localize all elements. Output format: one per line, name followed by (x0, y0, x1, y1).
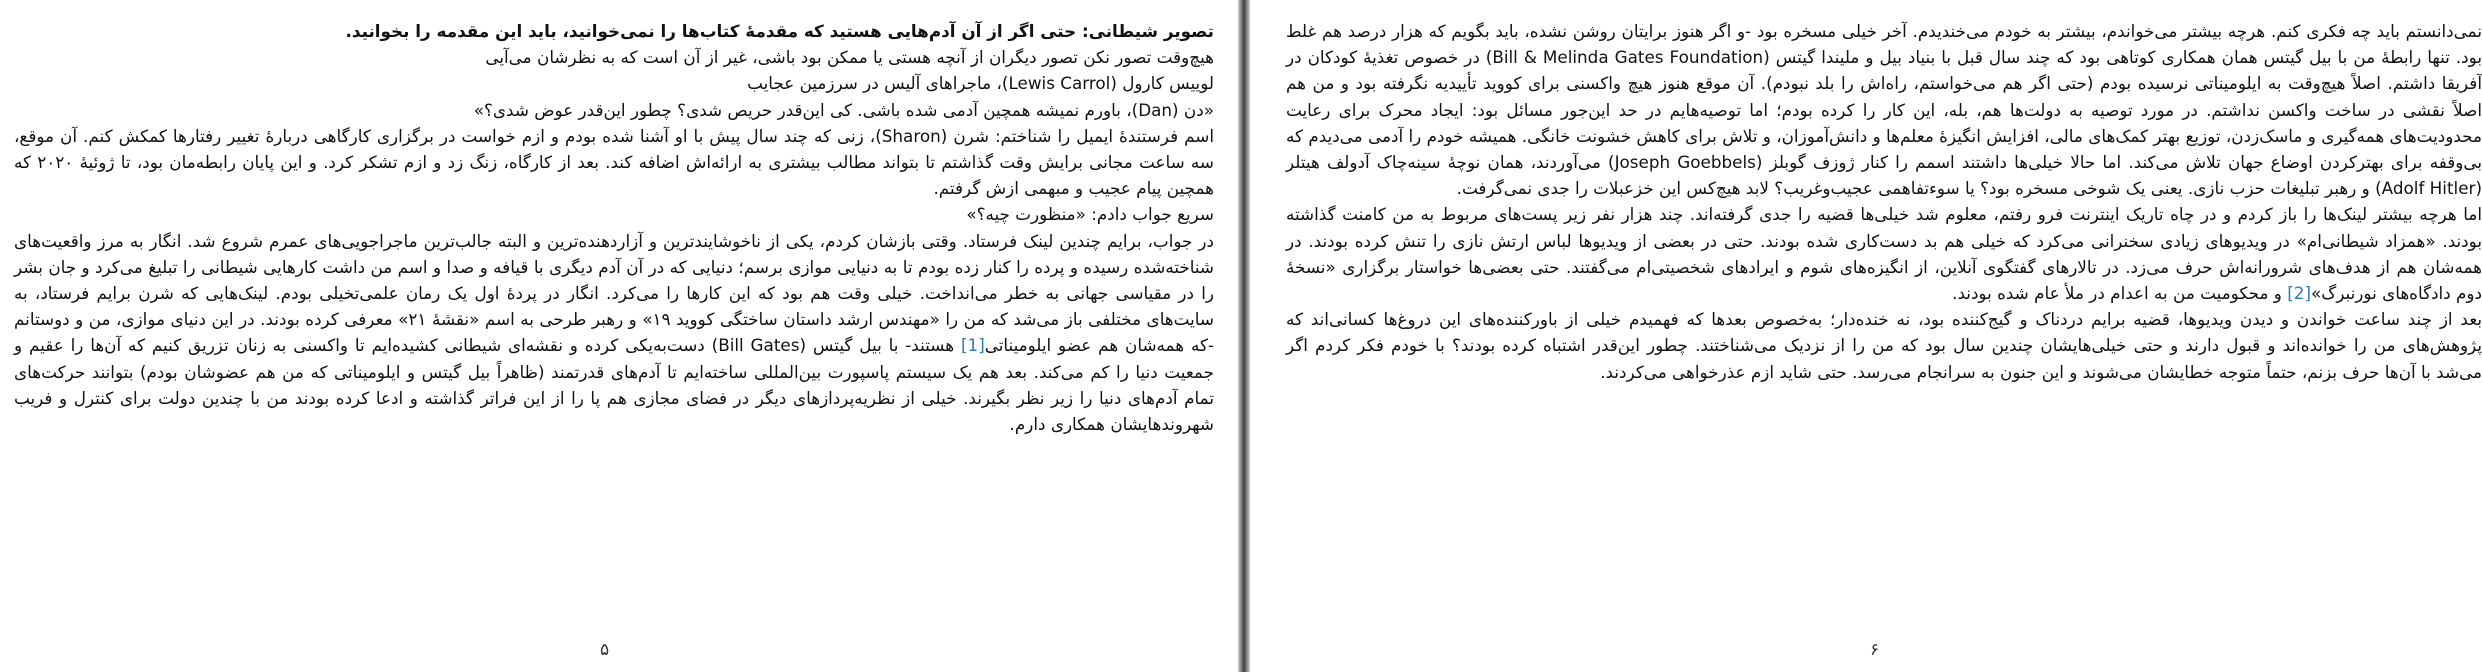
page-number-left: ۵ (600, 640, 610, 660)
epigraph-quote: هیچ‌وقت تصور نکن تصور دیگران از آنچه هستی یا ممکن بود باشی، غیر از آن است که به نظرشان می‌آیی (485, 47, 1214, 68)
footnote-link-2[interactable]: [2] (2287, 283, 2312, 304)
page-number-right: ۶ (1870, 640, 1880, 660)
confusion-paragraph: بعد از چند ساعت خواندن و دیدن ویدیوها، قضیه برایم دردناک و گیج‌کننده بود، نه خنده‌دار؛ به‌خصوص بعدها که فهمیدم خیلی از باورکننده‌های این دروغ‌ها کسانی‌اند که پژوهش‌های من را خوانده‌اند و قبول دارند و حتی خیلی‌هایشان چندین سال بود که من را از نزدیک می‌شناختند. چطور این‌قدر اشتباه کرده بودند؟ با خودم فکر کردم اگر می‌شد با آن‌ها حرف بزنم، حتماً متوجه خطایشان می‌شوند و این جنون به سرانجام می‌رسد. حتی شاید ازم عذرخواهی می‌کردند. (1286, 309, 2482, 382)
left-page-text (14, 18, 1214, 437)
book-spine-divider (1238, 0, 1250, 672)
internet-paragraph-part2: و محکومیت من به اعدام در ملأ عام شده بودند. (1952, 283, 2288, 304)
chapter-heading: تصویر شیطانی: حتی اگر از آن آدم‌هایی هستید که مقدمهٔ کتاب‌ها را نمی‌خوانید، باید این مقدمه را بخوانید. (345, 21, 1214, 41)
email-quote-paragraph: «دن (Dan)، باورم نمیشه همچین آدمی شده باشی. کی این‌قدر حریص شدی؟ چطور این‌قدر عوض شدی؟» (473, 99, 1214, 120)
links-paragraph-part1: در جواب، برایم چندین لینک فرستاد. وقتی بازشان کردم، یکی از ناخوشایندترین و آزاردهنده‌ترین و البته جالب‌ترین ماجراجویی‌های عمرم شروع شد. انگار به مرز واقعیت‌های شناخته‌شده رسیده و پرده را کنار زده بودم تا به دنیایی موازی برسم؛ دنیایی که در آن آدم دیگری با قیافه و صدا و اسم من داشت کارهایی شیطانی را تبلیغ می‌کرد و جان بشر را در مقیاسی جهانی به خطر می‌انداخت. خیلی وقت هم بود که این کارها را می‌کرد. انگار در پردهٔ اول یک رمان علمی‌تخیلی بودم. لینک‌هایی که شرن برایم فرستاد، به سایت‌های مختلفی باز می‌شد که من را «مهندس ارشد داستان ساختگی کووید ۱۹» و رهبر طرحی به اسم «نقشهٔ ۲۱» معرفی کرده بودند. در این دنیای موازی، من و دوستانم -که همه‌شان هم عضو ایلومیناتی (14, 230, 1215, 356)
left-page (0, 0, 1238, 672)
footnote-link-1[interactable]: [1] (960, 335, 985, 356)
sender-paragraph: اسم فرستندهٔ ایمیل را شناختم: شرن (Sharon)، زنی که چند سال پیش با او آشنا شده بودم و ازم خواست در برگزاری کارگاهی دربارهٔ تغییر رفتارها کمکش کنم. آن موقع، سه ساعت مجانی برایش وقت گذاشتم تا بتواند مطالب بیشتری به ارائه‌اش اضافه کند. بعد از کارگاه، زنگ زد و ازم تشکر کرد. و این پایان رابطه‌مان بود، تا ژوئیهٔ ۲۰۲۰ که همچین پیام عجیب و مبهمی ازش گرفتم. (14, 125, 1214, 199)
internet-paragraph-part1: اما هرچه بیشتر لینک‌ها را باز کردم و در چاه تاریک اینترنت فرو رفتم، معلوم شد خیلی‌ها قضیه را جدی گرفته‌اند. چند هزار نفر زیر پست‌های مربوط به من کامنت گذاشته بودند. «همزاد شیطانی‌ام» در ویدیوهای زیادی سخنرانی می‌کرد که خیلی هم بد دست‌کاری شده بودند. حتی در بعضی از ویدیوها لباس ارتش نازی را تنش کرده بودند. در همه‌شان هم از هدف‌های شرورانه‌اش حرف می‌زد. در تالارهای گفتگوی آنلاین، از انگیزه‌های شوم و ایرادهای شخصیتی‌ام می‌گفتند. حتی بعضی‌ها خواستار برگزاری «نسخهٔ دوم دادگاه‌های نورنبرگ» (1286, 204, 2482, 304)
links-paragraph-part2: هستند- با بیل گیتس (Bill Gates) دست‌به‌یکی کرده و نقشه‌ای شیطانی کشیده‌ایم تا واکسنی به زنان تزریق کنیم که آن‌ها را عقیم و جمعیت دنیا را کم می‌کند. بعد هم یک سیستم پاسپورت بین‌المللی ساخته‌ایم تا آدم‌های قدرتمند (ظاهراً بیل گیتس و ایلومیناتی که من هم عضوشان بودم) بتوانند حرکت‌های تمام آدم‌های دنیا را زیر نظر بگیرند. خیلی از نظریه‌پردازهای دیگر در فضای مجازی هم پا را از این فراتر گذاشته و ادعا کرده بودند من با چندین دولت برای کنترل و فریب شهروندهایشان همکاری دارم. (14, 335, 1214, 435)
reply-paragraph: سریع جواب دادم: «منظورت چیه؟» (966, 204, 1214, 225)
right-page (1250, 0, 2482, 672)
internet-paragraph (1286, 201, 2482, 306)
right-page-text (1286, 18, 2482, 385)
links-paragraph (14, 228, 1214, 438)
reaction-paragraph: نمی‌دانستم باید چه فکری کنم. هرچه بیشتر می‌خواندم، بیشتر به خودم می‌خندیدم. آخر خیلی مسخره بود -و اگر هنوز برایتان روشن نشده، باید بگویم که هزار درصد هم غلط بود. تنها رابطهٔ من با بیل گیتس همان همکاری کوتاهی بود که چند سال قبل با بنیاد بیل و ملیندا گیتس (Bill & Melinda Gates Foundation) در خصوص تغذیهٔ کودکان در آفریقا داشتم. اصلاً هیچ‌وقت به ایلومیناتی نرسیده بودم (حتی اگر هم می‌خواستم، راه‌اش را بلد نبودم). آن موقع هنوز هیچ واکسنی برای کووید تأییدیه نگرفته بود و من هم اصلاً نقشی در ساخت واکسن نداشتم. در مورد توصیه به دولت‌ها هم، بله، این کار را کرده بودم؛ اما توصیه‌هایم در حد این‌جور مسائل بود: ایجاد محرک برای رعایت محدودیت‌های همه‌گیری و ماسک‌زدن، توزیع بهتر کمک‌های مالی، افزایش انگیزهٔ معلم‌ها و دانش‌آموزان، و تلاش برای کاهش خشونت خانگی. همیشه خودم را آدمی می‌دیدم که بی‌وقفه برای بهترکردن اوضاع جهان تلاش می‌کند. اما حالا خیلی‌ها داشتند اسمم را کنار ژوزف گوبلز (Joseph Goebbels) می‌آوردند، همان نوچهٔ سینه‌چاک آدولف هیتلر (Adolf Hitler) و رهبر تبلیغات حزب نازی. یعنی یک شوخی مسخره بود؟ یا سوءتفاهمی عجیب‌وغریب؟ لابد هیچ‌کس این خزعبلات را جدی نمی‌گرفت. (1286, 21, 2482, 199)
epigraph-source: لوییس کارول (Lewis Carrol)، ماجراهای آلیس در سرزمین عجایب (747, 73, 1214, 94)
